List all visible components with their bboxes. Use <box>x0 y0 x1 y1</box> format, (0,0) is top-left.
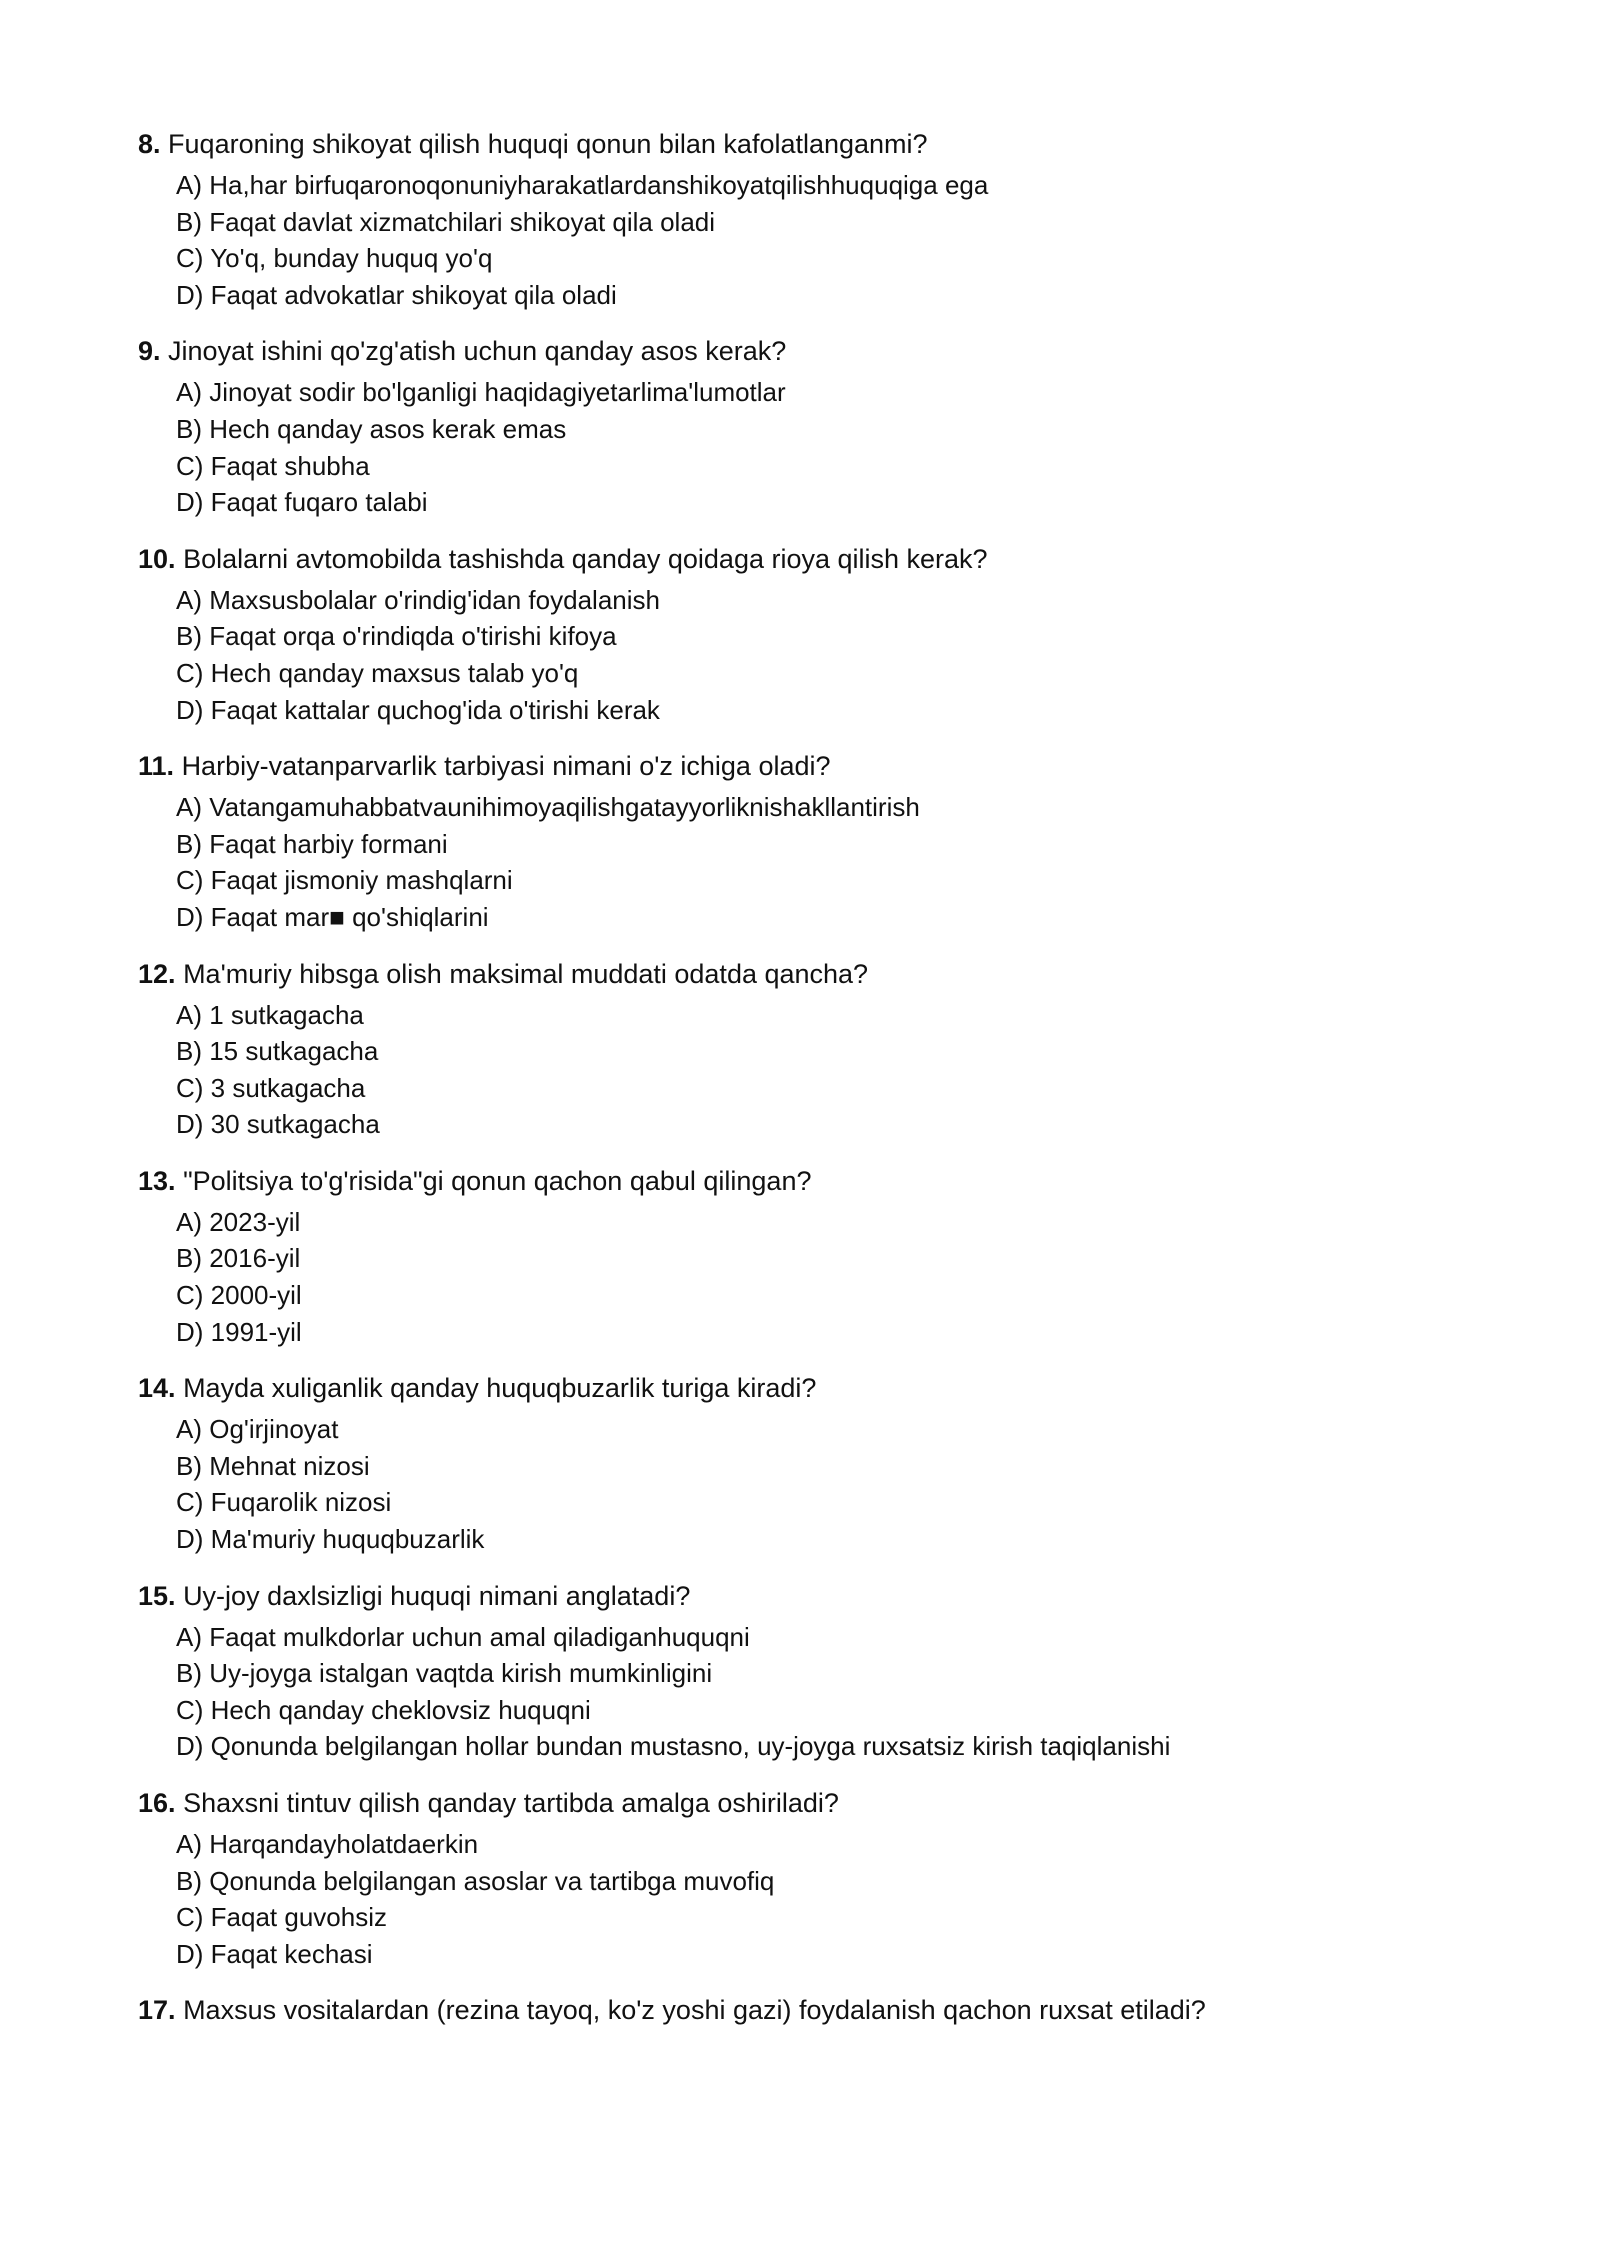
answer-option: A) Og'irjinoyat <box>176 1414 339 1445</box>
answer-options <box>138 997 1600 1143</box>
answer-option: B) Qonunda belgilangan asoslar va tartibga muvofiq <box>176 1865 775 1896</box>
question-block <box>138 1785 1600 1972</box>
question-text: Harbiy-vatanparvarlik tarbiyasi nimani o'z ichiga oladi? <box>181 751 831 782</box>
answer-options <box>138 1411 1600 1557</box>
question-text: Uy-joy daxlsizligi huquqi nimani anglatadi? <box>183 1580 691 1611</box>
question-text: Mayda xuliganlik qanday huquqbuzarlik turiga kiradi? <box>183 1373 817 1404</box>
answer-option: C) Hech qanday cheklovsiz huquqni <box>176 1694 591 1725</box>
answer-option: A) Maxsusbolalar o'rindig'idan foydalanish <box>176 584 660 615</box>
answer-options <box>138 167 1600 313</box>
answer-options <box>138 582 1600 728</box>
answer-option: C) Fuqarolik nizosi <box>176 1487 392 1518</box>
answer-option: A) Harqandayholatdaerkin <box>176 1829 479 1859</box>
answer-option: D) Faqat fuqaro talabi <box>176 487 428 518</box>
answer-option: D) 1991-yil <box>176 1316 302 1347</box>
question-block <box>138 1578 1600 1765</box>
answer-option: A) 2023-yil <box>176 1206 301 1237</box>
answer-option: C) Faqat shubha <box>176 450 370 481</box>
question-text: Fuqaroning shikoyat qilish huquqi qonun bilan kafolatlanganmi? <box>168 129 928 159</box>
question-number: 8. <box>138 129 161 159</box>
answer-option: B) Hech qanday asos kerak emas <box>176 413 567 444</box>
question-text: "Politsiya to'g'risida"gi qonun qachon qabul qilingan? <box>183 1165 812 1196</box>
answer-option: B) Faqat orqa o'rindiqda o'tirishi kifoya <box>176 621 617 652</box>
answer-option: C) Yo'q, bunday huquq yo'q <box>176 243 493 274</box>
question-number: 16. <box>138 1788 176 1818</box>
question-text: Maxsus vositalardan (rezina tayoq, ko'z yoshi gazi) foydalanish qachon ruxsat etiladi? <box>183 1995 1206 2026</box>
answer-option: A) Ha,har birfuqaronoqonuniyharakatlardanshikoyatqilishhuquqiga ega <box>176 170 989 200</box>
answer-option: D) Faqat kattalar quchog'ida o'tirishi kerak <box>176 694 660 725</box>
answer-option: B) Uy-joyga istalgan vaqtda kirish mumkinligini <box>176 1658 713 1689</box>
answer-option: B) Mehnat nizosi <box>176 1450 370 1481</box>
question-number: 17. <box>138 1995 176 2026</box>
question-text: Shaxsni tintuv qilish qanday tartibda amalga oshiriladi? <box>183 1788 839 1818</box>
question-line <box>138 1578 1600 1614</box>
answer-options <box>138 789 1600 935</box>
question-number: 10. <box>138 543 176 574</box>
question-line <box>138 956 1600 992</box>
answer-option: D) Qonunda belgilangan hollar bundan mustasno, uy-joyga ruxsatsiz kirish taqiqlanishi <box>176 1731 1171 1762</box>
question-number: 13. <box>138 1165 176 1196</box>
question-block <box>138 748 1600 935</box>
question-number: 15. <box>138 1580 176 1611</box>
question-line <box>138 333 1600 369</box>
question-line <box>138 748 1600 784</box>
question-number: 11. <box>138 751 175 782</box>
answer-option: D) Faqat mar■ qo'shiqlarini <box>176 901 489 932</box>
question-block <box>138 541 1600 728</box>
question-block <box>138 1992 1600 2028</box>
answer-option: B) 15 sutkagacha <box>176 1036 379 1067</box>
answer-option: D) Faqat kechasi <box>176 1938 373 1969</box>
question-block <box>138 1163 1600 1350</box>
answer-option: D) Faqat advokatlar shikoyat qila oladi <box>176 279 617 310</box>
question-block <box>138 956 1600 1143</box>
answer-option: C) Faqat guvohsiz <box>176 1902 387 1933</box>
question-line <box>138 1370 1600 1406</box>
answer-options <box>138 1826 1600 1972</box>
answer-options <box>138 1204 1600 1350</box>
answer-option: B) Faqat davlat xizmatchilari shikoyat qila oladi <box>176 206 716 237</box>
answer-option: C) Hech qanday maxsus talab yo'q <box>176 657 579 688</box>
answer-options <box>138 374 1600 520</box>
question-text: Bolalarni avtomobilda tashishda qanday qoidaga rioya qilish kerak? <box>183 543 988 574</box>
question-line <box>138 1992 1600 2028</box>
question-block <box>138 1370 1600 1557</box>
question-line <box>138 1785 1600 1821</box>
answer-option: C) Faqat jismoniy mashqlarni <box>176 865 513 896</box>
answer-option: A) Faqat mulkdorlar uchun amal qiladiganhuquqni <box>176 1621 750 1652</box>
question-number: 9. <box>138 336 161 367</box>
question-line <box>138 541 1600 577</box>
answer-option: B) 2016-yil <box>176 1243 301 1274</box>
answer-option: D) Ma'muriy huquqbuzarlik <box>176 1524 485 1555</box>
question-line <box>138 1163 1600 1199</box>
answer-options <box>138 1619 1600 1765</box>
answer-option: C) 3 sutkagacha <box>176 1072 366 1103</box>
answer-option: A) 1 sutkagacha <box>176 999 364 1030</box>
question-text: Jinoyat ishini qo'zg'atish uchun qanday asos kerak? <box>168 336 787 367</box>
answer-option: D) 30 sutkagacha <box>176 1109 380 1140</box>
question-text: Ma'muriy hibsga olish maksimal muddati odatda qancha? <box>183 958 869 989</box>
question-number: 14. <box>138 1373 176 1404</box>
answer-option: C) 2000-yil <box>176 1280 302 1311</box>
question-block <box>138 333 1600 520</box>
question-number: 12. <box>138 958 176 989</box>
question-line <box>138 126 1600 162</box>
question-block <box>138 126 1600 313</box>
answer-option: A) Vatangamuhabbatvaunihimoyaqilishgatayyorliknishakllantirish <box>176 792 920 823</box>
answer-option: B) Faqat harbiy formani <box>176 828 448 859</box>
answer-option: A) Jinoyat sodir bo'lganligi haqidagiyetarlima'lumotlar <box>176 377 786 408</box>
